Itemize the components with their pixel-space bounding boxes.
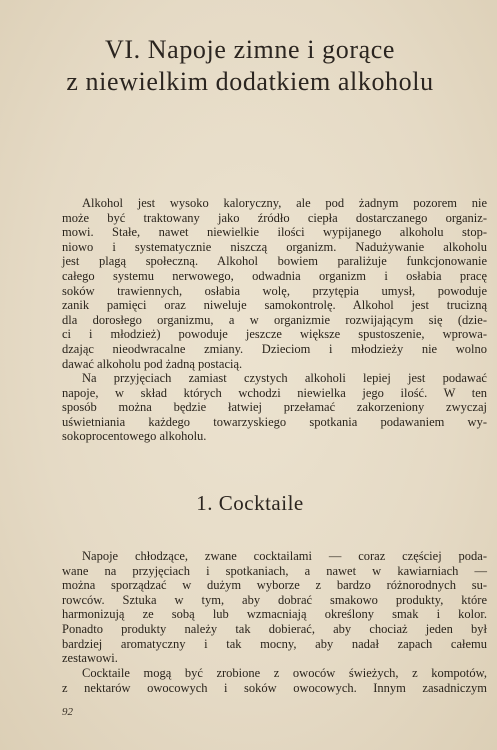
text-line: uświetniania każdego towarzyskiego spotkania podawaniem wy- <box>62 414 487 429</box>
page-number: 92 <box>62 706 73 718</box>
text-line: mowi. Stałe, nawet niewielkie ilości wypijanego alkoholu stop- <box>62 225 487 240</box>
text-line: napoje, w skład których wchodzi niewielka jego ilość. W ten <box>62 385 487 400</box>
text-line: zanik pamięci oraz niweluje samokontrolę. Alkohol jest trucizną <box>62 298 487 313</box>
intro-paragraph-2 <box>62 371 487 444</box>
text-line: całego systemu nerwowego, odwadnia organizm i osłabia pracę <box>62 268 487 283</box>
text-line: Ponadto produkty należy tak dobierać, aby chociaż jeden był <box>62 621 487 636</box>
text-line: harmonizują ze sobą lub wzmacniają określony smak i kolor. <box>62 607 487 622</box>
text-line: Cocktaile mogą być zrobione z owoców świeżych, z kompotów, <box>82 666 487 680</box>
text-line: sokoprocentowego alkoholu. <box>62 429 207 444</box>
text-line: zestawowi. <box>62 651 118 666</box>
chapter-title-line: z niewielkim dodatkiem alkoholu <box>66 67 434 96</box>
text-line: sposób można będzie łatwiej przełamać zakorzeniony zwyczaj <box>62 400 487 415</box>
text-line: soków trawiennych, osłabia wolę, przytępia umysł, powoduje <box>62 283 487 298</box>
text-line: bardziej aromatyczny i tak mocny, aby nadał zapach całemu <box>62 636 487 651</box>
text-line: z nektarów owocowych i soków owocowych. Innym zasadniczym <box>62 680 487 695</box>
text-line: może być traktowany jako źródło ciepła dostarczanego organiz- <box>62 210 487 225</box>
text-line: dla dorosłego organizmu, a w organizmie rozwijającym się (dzie- <box>62 312 487 327</box>
chapter-title <box>40 34 460 98</box>
chapter-title-line: VI. Napoje zimne i gorące <box>104 35 396 64</box>
section-title: 1. Cocktaile <box>196 491 304 515</box>
text-line: dawać alkoholu pod żadną postacią. <box>62 356 243 371</box>
intro-paragraph <box>62 196 487 371</box>
text-line: niowo i systematycznie niszczą organizm. Nadużywanie alkoholu <box>62 239 487 254</box>
text-line: można sporządzać w dużym wyborze z bardzo różnorodnych su- <box>62 578 487 593</box>
text-line: wane na przyjęciach i spotkaniach, a nawet w kawiarniach — <box>62 563 487 578</box>
text-line: Na przyjęciach zamiast czystych alkoholi lepiej jest podawać <box>82 371 487 385</box>
text-line: dzając nieodwracalne zmiany. Dzieciom i młodzieży nie wolno <box>62 341 487 356</box>
cocktails-paragraph <box>62 549 487 666</box>
cocktails-paragraph-2 <box>62 666 487 695</box>
text-line: jest plagą społeczną. Alkohol bowiem paraliżuje funkcjonowanie <box>62 254 487 269</box>
text-line: rowców. Sztuka w tym, aby dobrać smakowo produkty, które <box>62 592 487 607</box>
text-line: ci i młodzież) powoduje jeszcze większe spustoszenie, wprowa- <box>62 327 487 342</box>
text-line: Alkohol jest wysoko kaloryczny, ale pod żadnym pozorem nie <box>82 196 487 210</box>
text-line: Napoje chłodzące, zwane cocktailami — coraz częściej poda- <box>82 549 487 563</box>
